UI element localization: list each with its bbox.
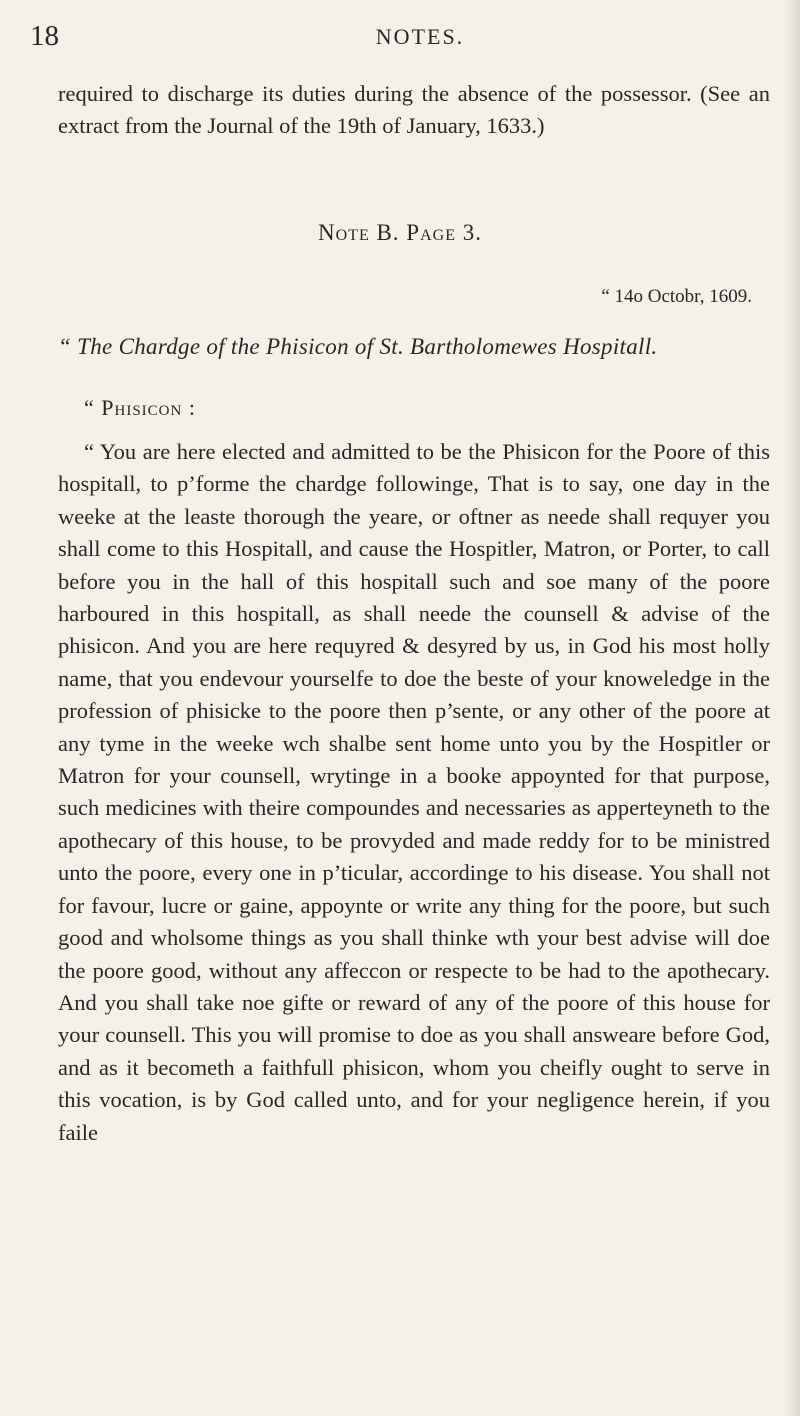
charge-title: “ The Chardge of the Phisicon of St. Bartholomewes Hospitall. <box>58 334 658 359</box>
charge-body <box>58 436 770 1149</box>
page-header <box>30 20 760 50</box>
note-heading: Note B. Page 3. <box>318 220 482 245</box>
intro-text: required to discharge its duties during the absence of the possessor. (See an extract from the Journal of the 19th of January, 1633.) <box>58 81 770 139</box>
charge-body-text: “ You are here elected and admitted to be the Phisicon for the Poore of this hospitall, to p’forme the chardge followinge, That is to say, one day in the weeke at the leaste thorough the yeare, or oftner as neede shall requyer you shall come to this Hospitall, and cause the Hospitler, Matron, or Porter, to call before you in the hall of this hospitall such and soe many of the poore harboured in this hospitall, as shall neede the counsell & advise of the phisicon. And you are here requyred & desyred by us, in God his most holly name, that you endevour yourselfe to doe the beste of your knoweledge in the profession of phisicke to the poore then p’sente, or any other of the poore at any tyme in the weeke wch shalbe sent home unto you by the Hospitler or Matron for your counsell, wrytinge in a booke appoynted for that purpose, such medicines with theire compoundes and necessaries as apperteyneth to the apothecary of this house, to be provyded and made reddy for to be ministred unto the poore, every one in p’ticular, accordinge to his disease. You shall not for favour, lucre or gaine, appoynte or write any thing for the poore, but such good and wholsome things as you shall thinke wth your best advise will doe the poore good, without any affeccon or respecte to be had to the apothecary. And you shall take noe gifte or reward of any of the poore of this house for your counsell. This you will promise to doe as you shall answeare before God, and as it becometh a faithfull phisicon, whom you cheifly ought to serve in this vocation, is by God called unto, and for your negligence herein, if you faile <box>58 439 770 1145</box>
running-head: NOTES. <box>375 24 465 49</box>
intro-paragraph <box>58 78 770 143</box>
page-edge-shadow <box>784 0 800 1416</box>
dateline: “ 14o Octobr, 1609. <box>601 286 752 307</box>
salutation: “ Phisicon : <box>84 395 196 420</box>
page-number: 18 <box>30 20 59 52</box>
